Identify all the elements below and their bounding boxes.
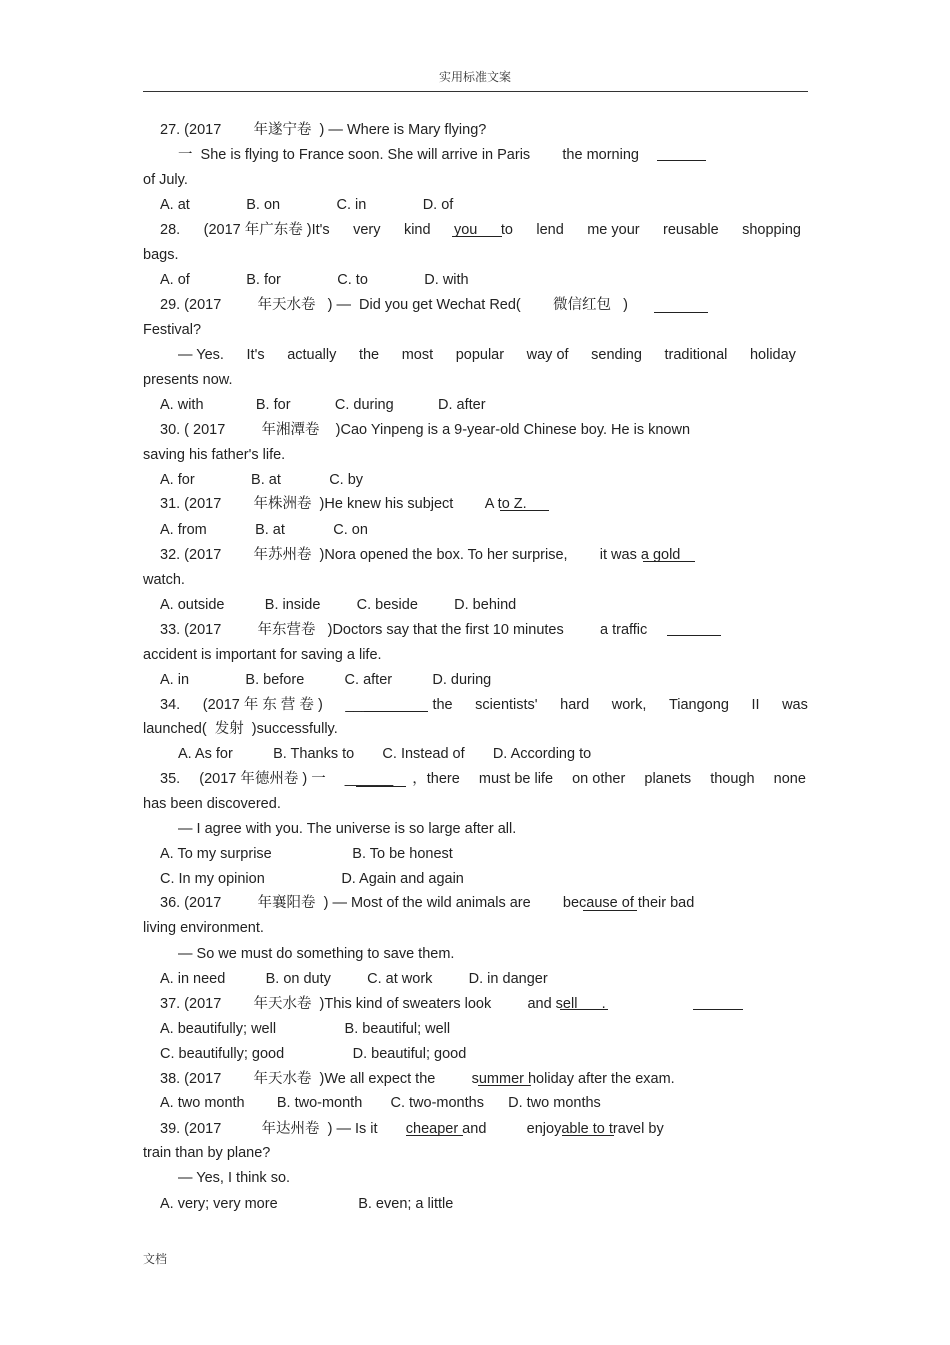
text-line: presents now. <box>143 372 233 388</box>
text-line-justified <box>178 346 796 364</box>
text-line: watch. <box>143 572 185 588</box>
answer-blank <box>356 786 406 787</box>
text-line: A. at B. on C. in D. of <box>160 197 454 213</box>
text-line-justified <box>160 770 806 788</box>
text-line: A. outside B. inside C. beside D. behind <box>160 597 517 613</box>
word: shopping <box>742 222 801 238</box>
text-line: A. beautifully; well B. beautiful; well <box>160 1021 451 1037</box>
text-line: A. of B. for C. to D. with <box>160 272 469 288</box>
word: though <box>710 771 755 787</box>
word: Tiangong <box>668 697 729 713</box>
text-line: A. for B. at C. by <box>160 472 364 488</box>
text-line: A. As for B. Thanks to C. Instead of D. According to <box>178 746 592 762</box>
text-line: train than by plane? <box>143 1145 271 1161</box>
text-line: 37. (2017 年天水卷 )This kind of sweaters look and sell . <box>160 996 667 1012</box>
text-line: C. beautifully; good D. beautiful; good <box>160 1046 467 1062</box>
text-line: A. two month B. two-month C. two-months D. two months <box>160 1095 601 1111</box>
text-line: 31. (2017 年株洲卷 )He knew his subject A to Z. <box>160 496 527 512</box>
text-line: A. in B. before C. after D. during <box>160 672 492 688</box>
word: 34. <box>160 697 181 713</box>
text-line: has been discovered. <box>143 796 281 812</box>
word: me your <box>587 222 640 238</box>
word: ________ <box>345 697 410 713</box>
text-line: saving his father's life. <box>143 447 286 463</box>
word: ，there <box>412 771 460 787</box>
answer-blank <box>654 312 708 313</box>
word: kind <box>403 222 431 238</box>
word: work, <box>611 697 647 713</box>
word: none <box>773 771 806 787</box>
answer-blank <box>657 160 706 161</box>
answer-blank <box>560 1009 608 1010</box>
answer-blank <box>452 236 502 237</box>
text-line: 32. (2017 年苏州卷 )Nora opened the box. To her surprise, it was a gold <box>160 547 681 563</box>
word: popular <box>455 347 505 363</box>
answer-blank <box>478 1085 531 1086</box>
word: planets <box>644 771 692 787</box>
word: holiday <box>749 347 796 363</box>
text-line: of July. <box>143 172 188 188</box>
answer-blank <box>500 510 549 511</box>
page-footer: 文档 <box>143 1252 168 1266</box>
word: scientists' <box>475 697 538 713</box>
word: ______ <box>344 771 394 787</box>
text-line: A. with B. for C. during D. after <box>160 397 486 413</box>
text-line: — I agree with you. The universe is so large after all. <box>178 821 517 837</box>
word: hard <box>560 697 590 713</box>
answer-blank <box>693 1009 743 1010</box>
word: II <box>751 697 760 713</box>
word: to <box>500 222 513 238</box>
text-line: A. from B. at C. on <box>160 522 368 538</box>
text-line: 一 She is flying to France soon. She will arrive in Paris the morning <box>178 147 652 163</box>
text-line: A. very; very more B. even; a little <box>160 1196 454 1212</box>
text-line: 29. (2017 年天水卷 ) — Did you get Wechat Red( 微信红包 ) <box>160 297 640 313</box>
text-line: — Yes, I think so. <box>178 1170 291 1186</box>
text-line: bags. <box>143 247 179 263</box>
page-header: 实用标准文案 <box>438 70 511 84</box>
text-line: launched( 发射 )successfully. <box>143 721 338 737</box>
word: 28. <box>160 222 181 238</box>
word: on other <box>572 771 626 787</box>
text-line: — So we must do something to save them. <box>178 946 455 962</box>
word: the <box>358 347 380 363</box>
word: sending <box>591 347 642 363</box>
answer-blank <box>406 1135 463 1136</box>
text-line: A. To my surprise B. To be honest <box>160 846 453 862</box>
word: (2017 年德州卷 ) 一 <box>199 771 326 787</box>
word: (2017 年 东 营 卷 ) <box>202 697 323 713</box>
text-line: 30. ( 2017 年湘潭卷 )Cao Yinpeng is a 9-year-old Chinese boy. He is known <box>160 422 691 438</box>
word: you <box>453 222 478 238</box>
answer-blank <box>583 910 637 911</box>
answer-blank <box>364 711 428 712</box>
word: was <box>782 697 808 713</box>
text-line: accident is important for saving a life. <box>143 647 382 663</box>
text-line: 33. (2017 年东营卷 )Doctors say that the first 10 minutes a traffic <box>160 622 656 638</box>
header-rule <box>143 91 808 92</box>
text-line: Festival? <box>143 322 202 338</box>
word: must be life <box>478 771 554 787</box>
word: actually <box>287 347 337 363</box>
text-line-justified <box>160 696 808 714</box>
text-line: 39. (2017 年达州卷 ) — Is it cheaper and enjoyable to travel by <box>160 1121 664 1137</box>
text-line: 36. (2017 年襄阳卷 ) — Most of the wild animals are because of their bad <box>160 895 695 911</box>
word: the <box>432 697 453 713</box>
word: 35. <box>160 771 181 787</box>
word: way of <box>526 347 569 363</box>
word: reusable <box>663 222 719 238</box>
text-line: C. In my opinion D. Again and again <box>160 871 464 887</box>
answer-blank <box>643 561 695 562</box>
text-line: A. in need B. on duty C. at work D. in danger <box>160 971 548 987</box>
word: It's <box>246 347 265 363</box>
answer-blank <box>667 635 721 636</box>
word: most <box>401 347 434 363</box>
word: (2017 年广东卷 )It's <box>203 222 330 238</box>
answer-blank <box>562 1135 614 1136</box>
word: traditional <box>664 347 728 363</box>
word: — Yes. <box>178 347 224 363</box>
text-line: living environment. <box>143 920 264 936</box>
text-line: 27. (2017 年遂宁卷 ) — Where is Mary flying? <box>160 122 487 138</box>
word: very <box>353 222 381 238</box>
text-line: 38. (2017 年天水卷 )We all expect the summer holiday after the exam. <box>160 1071 675 1087</box>
word: lend <box>536 222 564 238</box>
